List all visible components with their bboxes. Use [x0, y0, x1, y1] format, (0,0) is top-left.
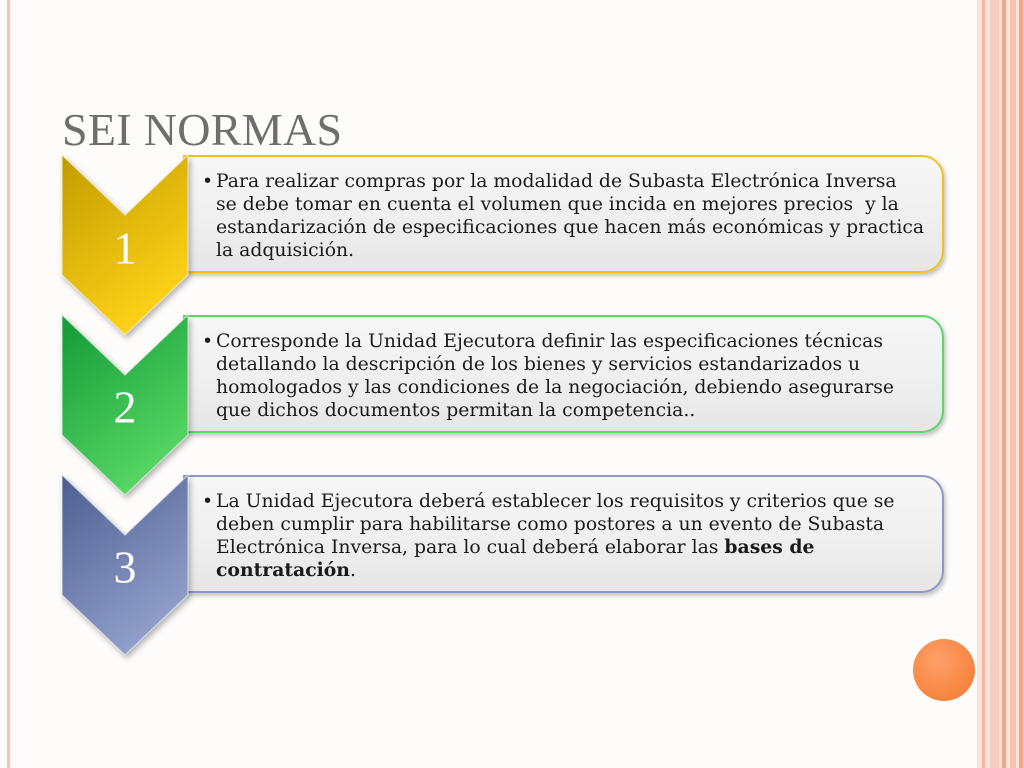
item-text	[216, 330, 894, 422]
text-line	[216, 239, 924, 262]
chevron-1	[62, 155, 188, 335]
stripe	[1019, 0, 1023, 768]
chevron-2	[62, 315, 188, 495]
text-line	[216, 536, 895, 559]
text-segment: Para realizar compras por la modalidad de Subasta Electrónica Inversa	[216, 171, 897, 192]
text-segment: .	[349, 560, 356, 581]
item-text	[216, 490, 895, 582]
bullet-icon: •	[202, 171, 214, 192]
bullet-icon: •	[202, 331, 214, 352]
stripe	[982, 0, 985, 768]
text-box-3	[183, 475, 944, 593]
text-line	[216, 193, 924, 216]
text-segment: la adquisición.	[216, 240, 355, 261]
text-segment: estandarización de especificaciones que hacen más económicas y practica	[216, 217, 925, 238]
left-border-line	[7, 0, 10, 768]
text-box-2	[183, 315, 944, 433]
text-line	[216, 399, 894, 422]
stripe	[1002, 0, 1006, 768]
text-line	[216, 170, 924, 193]
decorative-circle	[913, 639, 975, 701]
chevron-number: 3	[113, 541, 137, 593]
text-line	[216, 559, 895, 582]
text-line	[216, 513, 895, 536]
text-segment: detallando la descripción de los bienes y servicios estandarizados u	[216, 354, 861, 375]
slide-title: SEI NORMAS	[62, 104, 343, 155]
text-box-1	[183, 155, 944, 273]
text-segment: que dichos documentos permitan la competencia..	[216, 400, 696, 421]
text-segment: La Unidad Ejecutora deberá establecer los requisitos y criterios que se	[216, 491, 895, 512]
text-segment: se debe tomar en cuenta el volumen que incida en mejores precios y la	[216, 194, 899, 215]
text-line	[216, 353, 894, 376]
text-line	[216, 490, 895, 513]
text-line	[216, 216, 924, 239]
right-border-stripes	[977, 0, 1024, 768]
item-text	[216, 170, 924, 262]
text-line	[216, 330, 894, 353]
stripe	[990, 0, 999, 768]
bold-text-segment: contratación	[216, 559, 350, 581]
chevron-number: 2	[113, 381, 137, 433]
chevron-number: 1	[113, 222, 137, 274]
text-segment: deben cumplir para habilitarse como postores a un evento de Subasta	[216, 514, 885, 535]
bullet-icon: •	[202, 491, 214, 512]
text-line	[216, 376, 894, 399]
bold-text-segment: bases de	[724, 536, 815, 558]
text-segment: Electrónica Inversa, para lo cual deberá elaborar las	[216, 537, 725, 558]
chevron-3	[62, 475, 188, 655]
stripe	[1010, 0, 1016, 768]
text-segment: homologados y las condiciones de la negociación, debiendo asegurarse	[216, 377, 895, 398]
text-segment: Corresponde la Unidad Ejecutora definir las especificaciones técnicas	[216, 331, 883, 352]
